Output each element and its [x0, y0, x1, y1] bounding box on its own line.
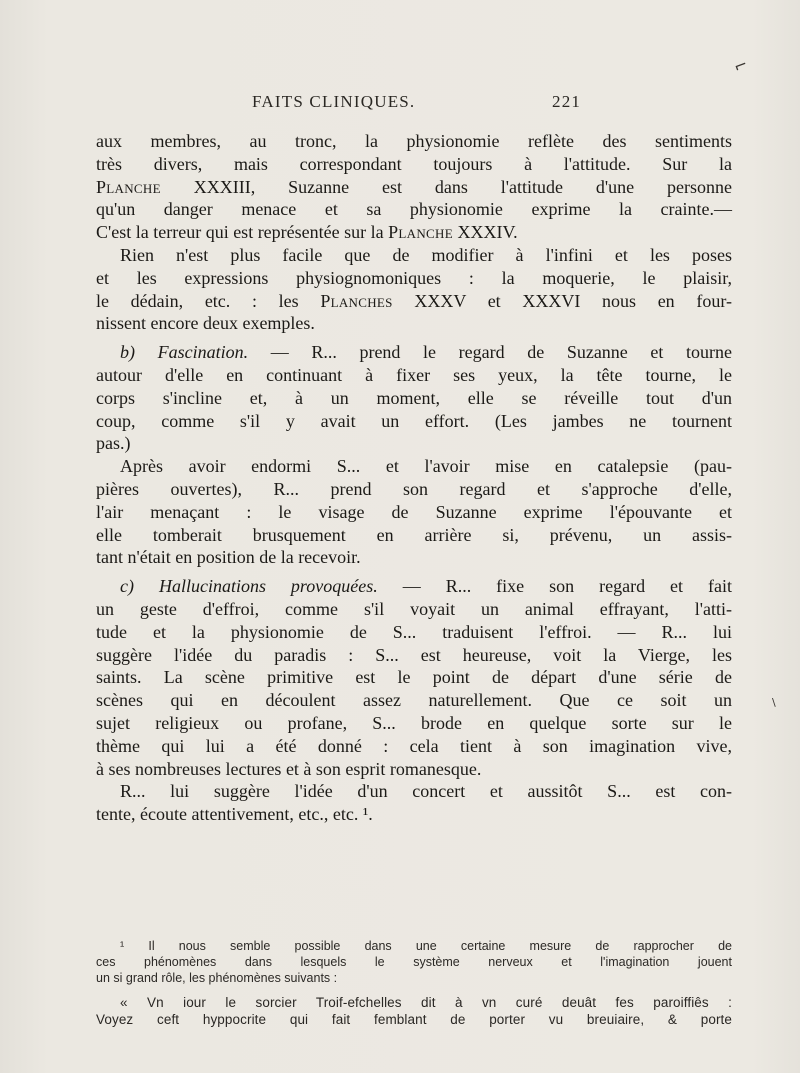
text-fragment: XXXV et XXXVI nous en four- — [392, 290, 732, 311]
text-line: un geste d'effroi, comme s'il voyait un animal effrayant, l'atti- — [96, 598, 732, 619]
margin-mark-top: ⌐ — [731, 54, 751, 77]
section-label-hallucinations: c) Hallucinations provoquées. — [120, 576, 378, 597]
footnote-quote-line: « Vn iour le sorcier Troif-efchelles dit à vn curé deuât fes paroiffiês : — [120, 994, 732, 1010]
text-line: et les expressions physiognomoniques : la moquerie, le plaisir, — [96, 267, 732, 288]
text-line: Rien n'est plus facile que de modifier à l'infini et les poses — [120, 244, 732, 265]
footnote — [96, 938, 732, 1028]
footnote-gap — [96, 987, 732, 994]
text-line: thème qui lui a été donné : cela tient à son imagination vive, — [96, 735, 732, 756]
text-fragment: XXXIV. — [452, 222, 518, 243]
paragraph-catalepsie — [96, 455, 732, 569]
body-text — [96, 130, 732, 826]
text-line: pières ouvertes), R... prend son regard et s'approche d'elle, — [96, 478, 732, 499]
planche-ref: Planche — [96, 176, 161, 197]
text-line: coup, comme s'il y avait un effort. (Les jambes ne tournent — [96, 410, 732, 431]
text-line: sujet religieux ou profane, S... brode en quelque sorte sur le — [96, 712, 732, 733]
section-label-fascination: b) Fascination. — [120, 342, 249, 363]
footnote-line: ces phénomènes dans lesquels le système nerveux et l'imagination jouent — [96, 955, 732, 970]
footnote-line: ¹ Il nous semble possible dans une certaine mesure de rapprocher de — [120, 939, 732, 953]
text-fragment: — R... prend le regard de Suzanne et tourne — [248, 342, 732, 363]
text-line: à ses nombreuses lectures et à son esprit romanesque. — [96, 758, 482, 779]
text-line: R... lui suggère l'idée d'un concert et aussitôt S... est con- — [120, 781, 732, 802]
text-line: elle tomberait brusquement en arrière si, prévenu, un assis- — [96, 524, 732, 545]
text-line — [96, 290, 732, 313]
text-line: aux membres, au tronc, la physionomie reflète des sentiments — [96, 131, 732, 151]
margin-mark-side: \ — [772, 696, 776, 709]
text-fragment: C'est la terreur qui est représentée sur la — [96, 222, 389, 243]
text-fragment: XXXIII, Suzanne est dans l'attitude d'une personne — [160, 176, 732, 197]
paragraph-hallucinations — [96, 575, 732, 780]
paragraph-fascination — [96, 341, 732, 455]
text-line — [96, 176, 732, 199]
planche-ref: Planches — [320, 290, 393, 311]
text-line — [96, 341, 732, 364]
planche-ref: Planche — [388, 222, 453, 243]
paragraph-planches-intro — [96, 130, 732, 244]
text-line — [96, 221, 732, 244]
text-line: tude et la physionomie de S... traduisent l'effroi. — R... lui — [96, 621, 732, 642]
text-line: corps s'incline et, à un moment, elle se réveille tout d'un — [96, 387, 732, 408]
running-head-title: FAITS CLINIQUES. — [252, 92, 416, 111]
text-line — [96, 575, 732, 598]
text-line: pas.) — [96, 433, 131, 454]
footnote-quote-line: Voyez ceft hyppocrite qui fait femblant de porter vu breuiaire, & porte — [96, 1011, 732, 1027]
text-line: nissent encore deux exemples. — [96, 313, 315, 334]
text-line: qu'un danger menace et sa physionomie exprime la crainte.— — [96, 199, 732, 220]
text-line: l'air menaçant : le visage de Suzanne exprime l'épouvante et — [96, 501, 732, 522]
text-line: autour d'elle en continuant à fixer ses yeux, la tête tourne, le — [96, 364, 732, 385]
text-line: tente, écoute attentivement, etc., etc. ¹. — [96, 804, 373, 825]
text-fragment: — R... fixe son regard et fait — [377, 576, 733, 597]
text-line: saints. La scène primitive est le point de départ d'une série de — [96, 667, 732, 688]
text-line: suggère l'idée du paradis : S... est heureuse, voit la Vierge, les — [96, 644, 732, 665]
text-line: scènes qui en découlent assez naturellement. Que ce soit un — [96, 690, 732, 711]
text-line: Après avoir endormi S... et l'avoir mise en catalepsie (pau- — [120, 456, 732, 477]
text-line: tant n'était en position de la recevoir. — [96, 547, 361, 568]
text-line: très divers, mais correspondant toujours à l'attitude. Sur la — [96, 153, 732, 174]
paragraph-expressions — [96, 244, 732, 335]
page-number: 221 — [552, 92, 582, 111]
footnote-line: un si grand rôle, les phénomènes suivants : — [96, 971, 338, 986]
text-fragment: le dédain, etc. : les — [96, 290, 321, 311]
paragraph-concert — [96, 780, 732, 826]
